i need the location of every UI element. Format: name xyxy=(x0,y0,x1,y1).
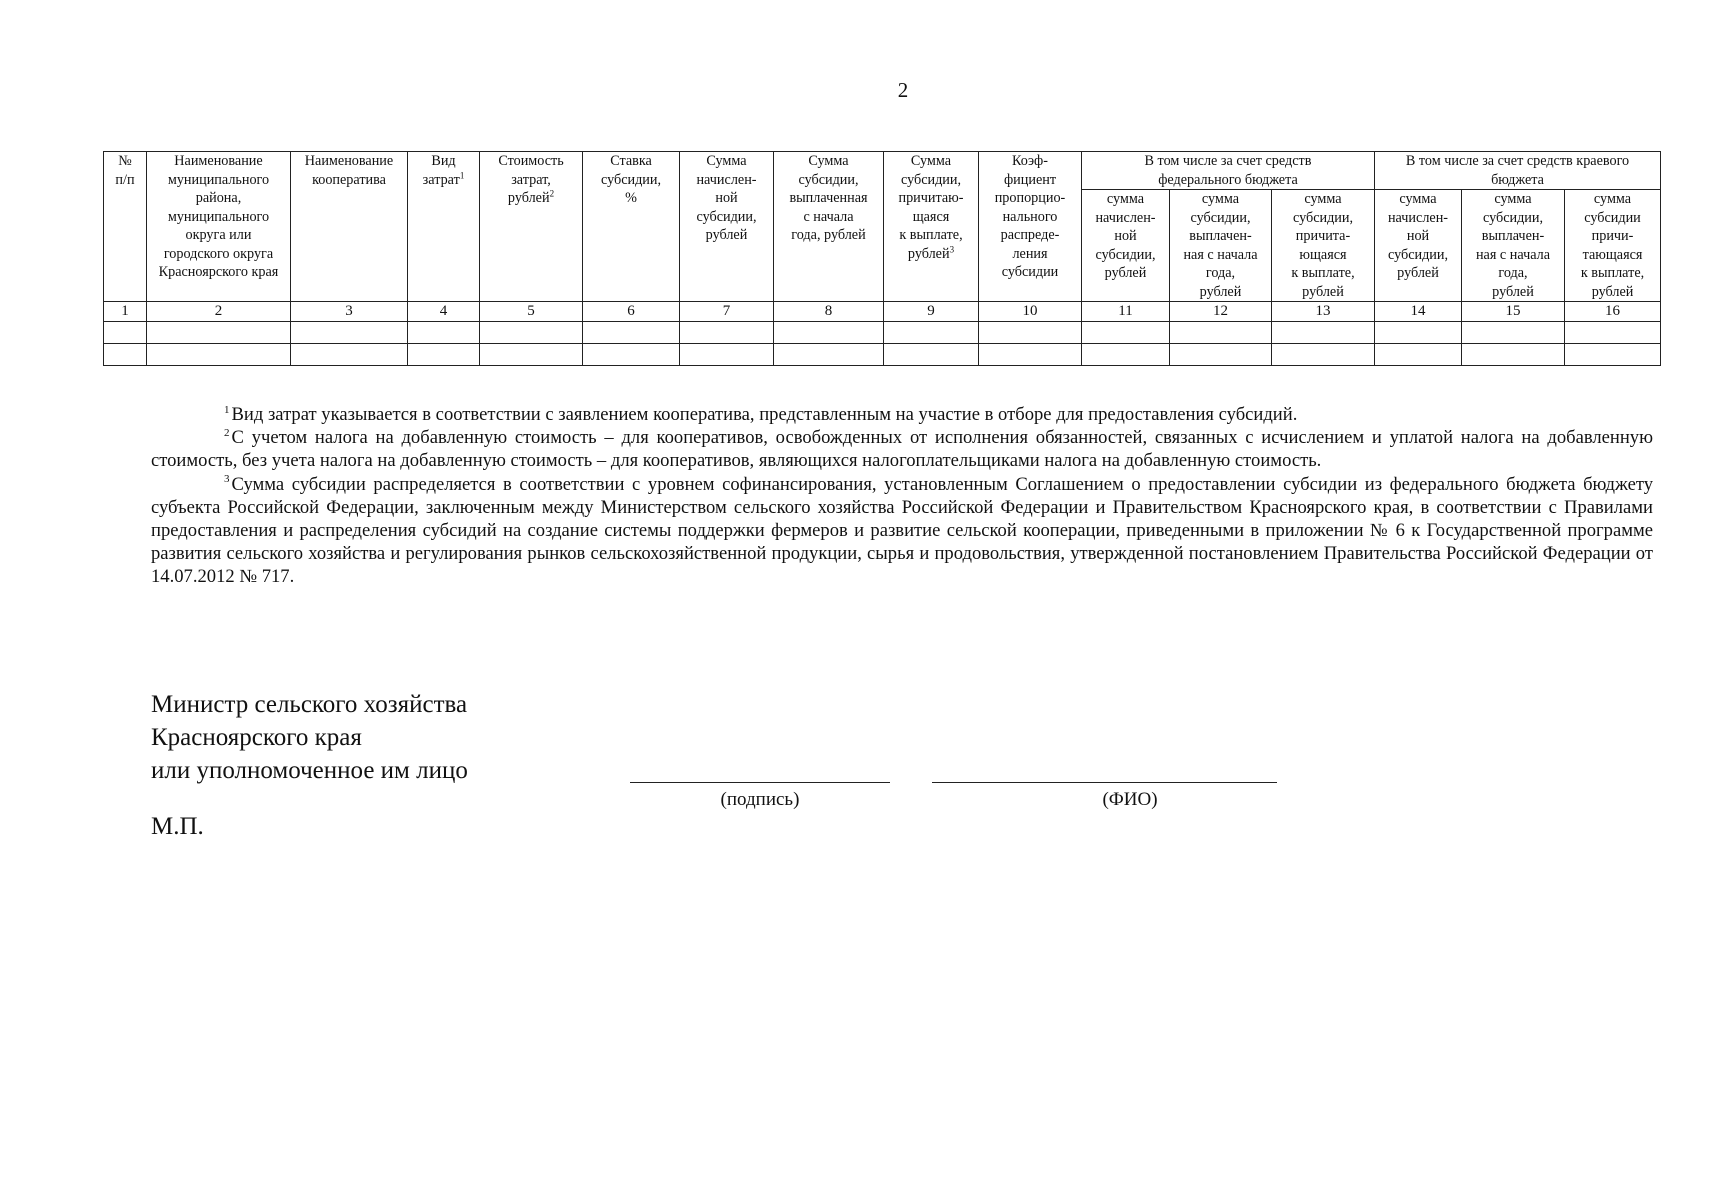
table-header-row xyxy=(104,152,1661,190)
footnote-text: Вид затрат указывается в соответствии с заявлением кооператива, представленным на участие в отборе для предоставления субсидий. xyxy=(231,404,1298,425)
table-cell xyxy=(480,344,583,366)
table-row-empty xyxy=(104,322,1661,344)
column-header-regional-due: сумма субсидии причи- тающаяся к выплате, рублей xyxy=(1565,190,1661,302)
signatory-line-2: Красноярского края xyxy=(151,724,362,751)
table-cell xyxy=(1170,322,1272,344)
table-cell xyxy=(583,344,680,366)
table-cell xyxy=(1565,322,1661,344)
name-line xyxy=(932,782,1277,783)
column-number: 12 xyxy=(1170,302,1272,322)
column-header-federal-accrued: сумма начислен- ной субсидии, рублей xyxy=(1082,190,1170,302)
table-cell xyxy=(1082,344,1170,366)
table-cell xyxy=(291,344,408,366)
footnote-2 xyxy=(151,426,1653,472)
table-cell xyxy=(884,322,979,344)
footnote-ref: 1 xyxy=(459,169,465,180)
name-caption: (ФИО) xyxy=(1102,789,1158,810)
column-header-subsidy-rate: Ставка субсидии, % xyxy=(583,152,680,302)
table-cell xyxy=(147,322,291,344)
table-cell xyxy=(1462,344,1565,366)
footnote-text: С учетом налога на добавленную стоимость – для кооперативов, освобожденных от исполнения обязанностей, связанных с исчислением и уплатой налога на добавленную стоимость, без учета налога на добавленную стоимость – для кооперативов, являющихся налогоплательщиками налога на добавленную стоимость. xyxy=(151,427,1653,472)
table-cell xyxy=(583,322,680,344)
column-header-regional-paid: сумма субсидии, выплачен- ная с начала года, рублей xyxy=(1462,190,1565,302)
column-header-due-subsidy: Сумма субсидии, причитаю- щаяся к выплате, рублей$^3$ xyxy=(884,152,979,302)
column-header-cooperative: Наименование кооператива xyxy=(291,152,408,302)
column-header-regional-accrued: сумма начислен- ной субсидии, рублей xyxy=(1375,190,1462,302)
column-number: 10 xyxy=(979,302,1082,322)
signatory-line-1: Министр сельского хозяйства xyxy=(151,691,468,718)
table-cell xyxy=(680,322,774,344)
table-row-empty xyxy=(104,344,1661,366)
table-cell xyxy=(1170,344,1272,366)
footnote-text: Сумма субсидии распределяется в соответствии с уровнем софинансирования, установленным Соглашением о предоставлении субсидии из федерального бюджета бюджету субъекта Российской Федерации, заключенным между Министерством сельского хозяйства Российской Федерации и Правительством Красноярского края, в соответствии с Правилами предоставления и распределения субсидий на создание системы поддержки фермеров и развитие сельской кооперации, приведенными в приложении № 6 к Государственной программе развития сельского хозяйства и регулирования рынков сельскохозяйственной продукции, сырья и продовольствия, утвержденной постановлением Правительства Российской Федерации от 14.07.2012 № 717. xyxy=(151,473,1653,588)
table-cell xyxy=(979,344,1082,366)
subsidy-form-table xyxy=(103,151,1661,366)
column-number: 4 xyxy=(408,302,480,322)
column-number: 3 xyxy=(291,302,408,322)
stamp-placeholder: М.П. xyxy=(151,813,204,840)
footnote-3 xyxy=(151,473,1653,589)
table-cell xyxy=(147,344,291,366)
footnote-mark: 1 xyxy=(224,403,230,416)
signatory-line-3: или уполномоченное им лицо xyxy=(151,757,468,784)
table-cell xyxy=(680,344,774,366)
column-header-cost-amount: Стоимость затрат, рублей$^2$ xyxy=(480,152,583,302)
signatory-title xyxy=(151,688,468,787)
table-cell xyxy=(884,344,979,366)
table-cell xyxy=(408,322,480,344)
footnote-mark: 2 xyxy=(224,427,230,440)
table-cell xyxy=(1082,322,1170,344)
footnote-ref: 2 xyxy=(549,188,555,199)
column-header-paid-subsidy: Сумма субсидии, выплаченная с начала года, рублей xyxy=(774,152,884,302)
column-header-coefficient: Коэф- фициент пропорцио- нального распреде- ления субсидии xyxy=(979,152,1082,302)
column-number: 7 xyxy=(680,302,774,322)
column-number: 11 xyxy=(1082,302,1170,322)
column-number: 16 xyxy=(1565,302,1661,322)
column-header-federal-due: сумма субсидии, причита- ющаяся к выплате, рублей xyxy=(1272,190,1375,302)
footnote-ref: 3 xyxy=(949,243,955,254)
column-number: 14 xyxy=(1375,302,1462,322)
column-group-federal: В том числе за счет средств федерального бюджета xyxy=(1082,152,1375,190)
table-cell xyxy=(1272,344,1375,366)
column-number: 5 xyxy=(480,302,583,322)
column-number: 2 xyxy=(147,302,291,322)
table-cell xyxy=(774,344,884,366)
table-cell xyxy=(1272,322,1375,344)
table-cell xyxy=(408,344,480,366)
table-cell xyxy=(104,344,147,366)
footnote-1 xyxy=(151,403,1653,426)
column-number: 9 xyxy=(884,302,979,322)
footnote-mark: 3 xyxy=(224,473,230,486)
table-cell xyxy=(1375,322,1462,344)
column-header-municipality: Наименование муниципального района, муниципального округа или городского округа Красноярского края xyxy=(147,152,291,302)
table-cell xyxy=(1375,344,1462,366)
signature-caption: (подпись) xyxy=(720,789,800,810)
table-cell xyxy=(1565,344,1661,366)
column-number: 8 xyxy=(774,302,884,322)
table-cell xyxy=(774,322,884,344)
column-header-federal-paid: сумма субсидии, выплачен- ная с начала года, рублей xyxy=(1170,190,1272,302)
column-number: 13 xyxy=(1272,302,1375,322)
column-number-row xyxy=(104,302,1661,322)
footnotes xyxy=(151,403,1653,589)
page-number: 2 xyxy=(897,78,909,102)
table-cell xyxy=(979,322,1082,344)
table-cell xyxy=(291,322,408,344)
column-header-number: № п/п xyxy=(104,152,147,302)
column-number: 15 xyxy=(1462,302,1565,322)
table-cell xyxy=(1462,322,1565,344)
column-number: 1 xyxy=(104,302,147,322)
column-group-regional: В том числе за счет средств краевого бюджета xyxy=(1375,152,1661,190)
column-number: 6 xyxy=(583,302,680,322)
column-header-accrued-subsidy: Сумма начислен- ной субсидии, рублей xyxy=(680,152,774,302)
table-cell xyxy=(104,322,147,344)
column-header-cost-type: Вид затрат$^1$ xyxy=(408,152,480,302)
signature-line xyxy=(630,782,890,783)
table-cell xyxy=(480,322,583,344)
